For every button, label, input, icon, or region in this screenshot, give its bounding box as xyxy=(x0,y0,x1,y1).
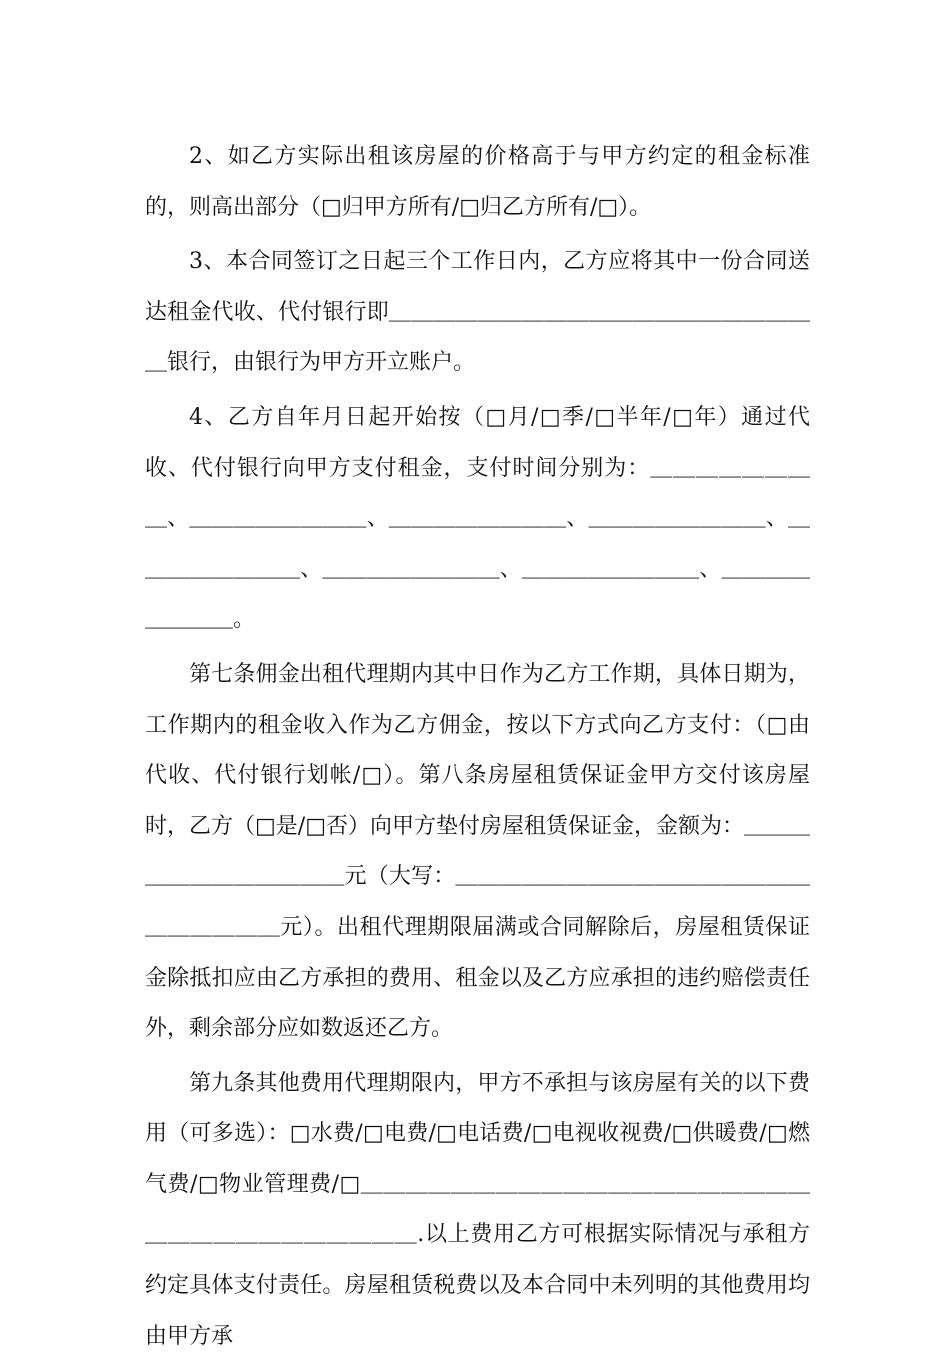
clause-3-paragraph: 3、本合同签订之日起三个工作日内，乙方应将其中一份合同送达租金代收、代付银行即＿＿＿＿＿＿＿＿＿＿＿＿＿＿＿＿＿＿＿＿银行，由银行为甲方开立账户。 xyxy=(145,249,810,376)
article-9-paragraph: 第九条其他费用代理期限内，甲方不承担与该房屋有关的以下费用（可多选）：□水费/□电费/□电话费/□电视收视费/□供暖费/□燃气费/□物业管理费/□＿＿＿＿＿＿＿＿＿＿＿＿＿＿＿＿＿＿＿＿＿＿＿＿＿＿＿＿＿＿＿＿.以上费用乙方可根据实际情况与承租方约定具体支付责任。房屋租赁税费以及本合同中未列明的其他费用均由甲方承 xyxy=(145,1070,810,1349)
article-7-8-paragraph: 第七条佣金出租代理期内其中日作为乙方工作期，具体日期为，工作期内的租金收入作为乙方佣金，按以下方式向乙方支付：（□由代收、代付银行划帐/□）。第八条房屋租赁保证金甲方交付该房屋时，乙方（□是/□否）向甲方垫付房屋租赁保证金，金额为：＿＿＿＿＿＿＿＿＿＿＿＿元（大写：＿＿＿＿＿＿＿＿＿＿＿＿＿＿＿＿＿＿＿＿＿＿元）。出租代理期限届满或合同解除后，房屋租赁保证金除抵扣应由乙方承担的费用、租金以及乙方应承担的违约赔偿责任外，剩余部分应如数返还乙方。 xyxy=(145,661,810,1042)
contract-body xyxy=(145,132,810,1362)
clause-2-paragraph: 2、如乙方实际出租该房屋的价格高于与甲方约定的租金标准的，则高出部分（□归甲方所有/□归乙方所有/□）。 xyxy=(145,144,810,220)
clause-4-paragraph: 4、乙方自年月日起开始按（□月/□季/□半年/□年）通过代收、代付银行向甲方支付租金，支付时间分别为：＿＿＿＿＿＿＿＿、＿＿＿＿＿＿＿＿、＿＿＿＿＿＿＿＿、＿＿＿＿＿＿＿＿、＿＿＿＿＿＿＿＿、＿＿＿＿＿＿＿＿、＿＿＿＿＿＿＿＿、＿＿＿＿＿＿＿＿。 xyxy=(145,404,810,633)
